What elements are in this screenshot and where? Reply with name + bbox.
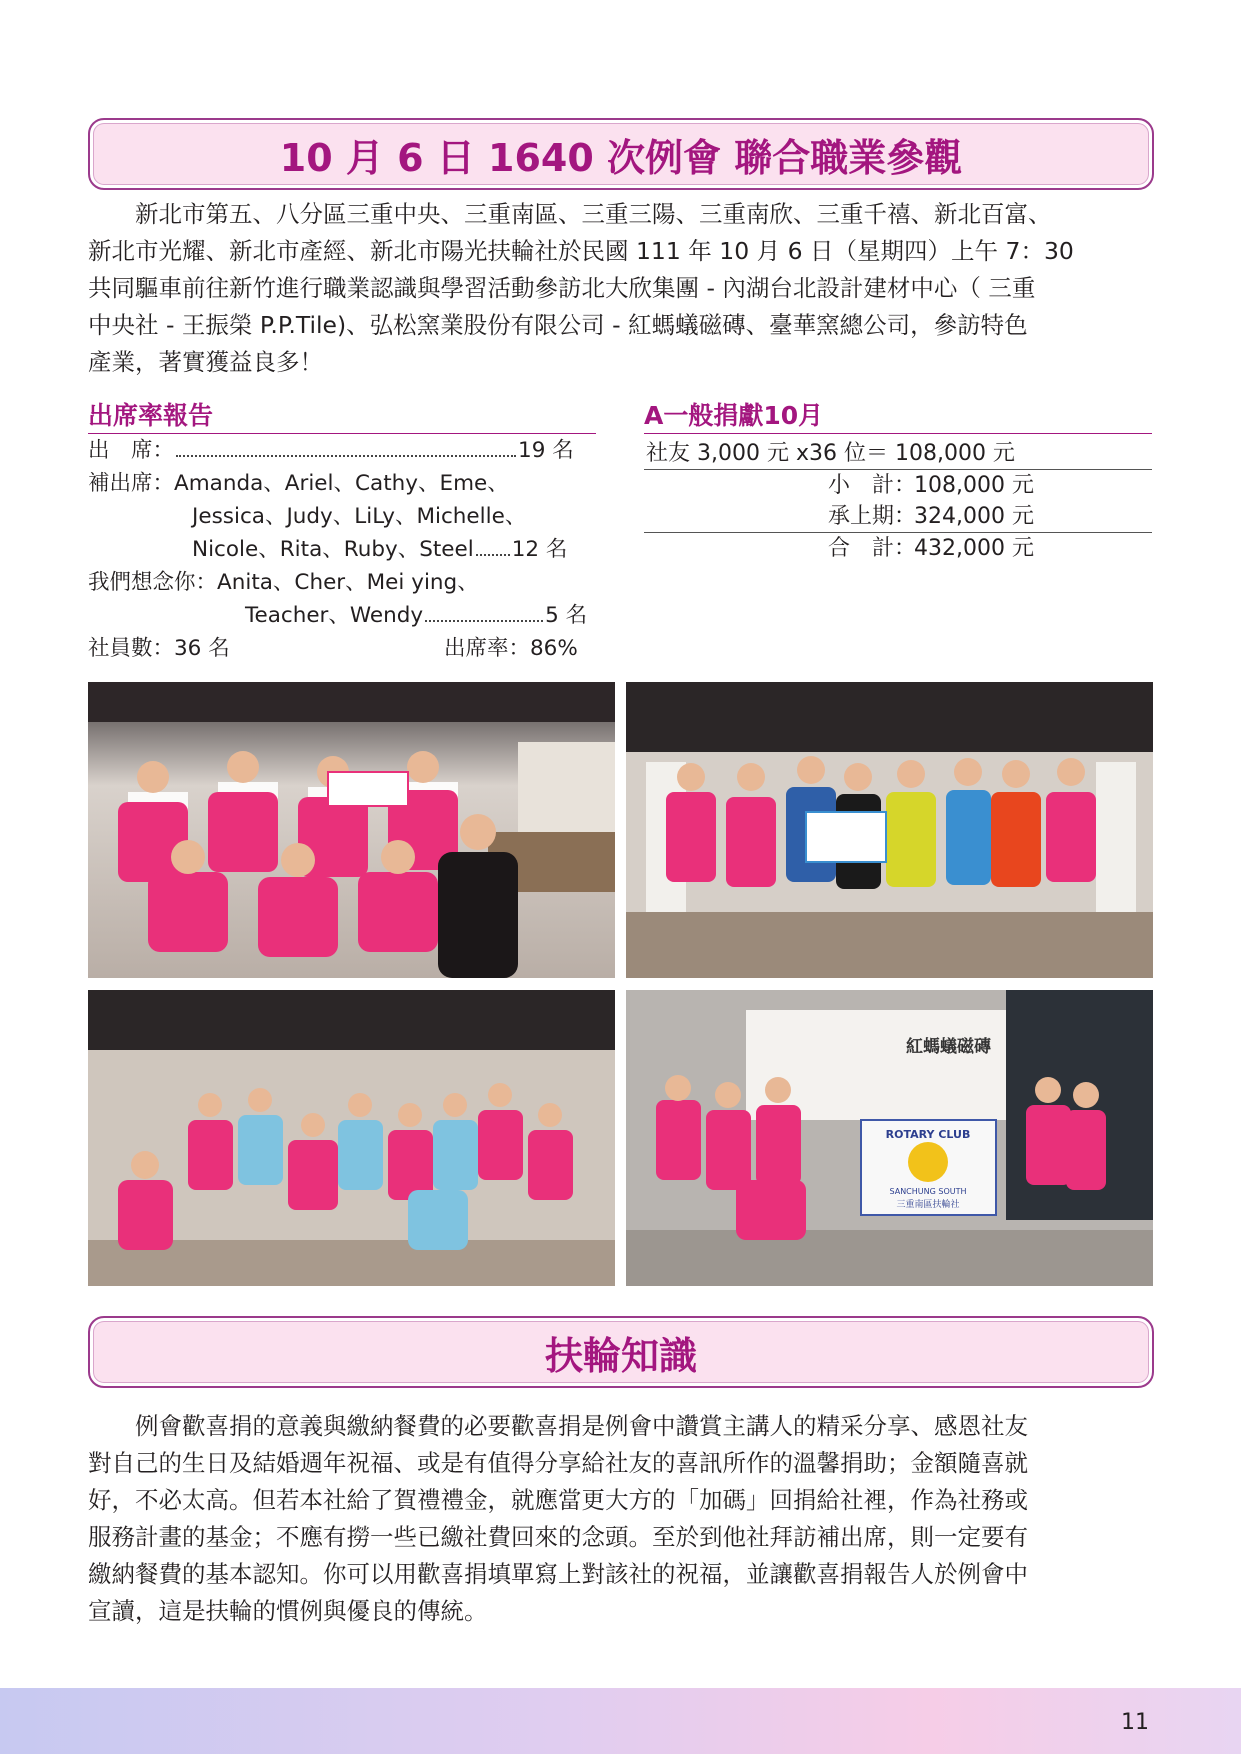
attendance-miss-row-2 bbox=[245, 601, 587, 631]
miss-label: 我們想念你： bbox=[88, 570, 218, 595]
page-title: 10 月 6 日 1640 次例會 聯合職業參觀 bbox=[279, 135, 963, 180]
leader-dots bbox=[425, 602, 543, 622]
intro-line: 新北市第五、八分區三重中央、三重南區、三重三陽、三重南欣、三重千禧、新北百富、 bbox=[88, 200, 1052, 228]
donation-formula: 社友 3,000 元 x36 位＝ 108,000 元 bbox=[646, 441, 1015, 466]
makeup-label: 補出席： bbox=[88, 471, 175, 496]
photo-red-ant-tiles bbox=[626, 990, 1153, 1286]
attendance-miss-row bbox=[88, 568, 479, 598]
intro-line: 新北市光耀、新北市產經、新北市陽光扶輪社於民國 111 年 10 月 6 日（星期四）上午 7：30 bbox=[88, 237, 1074, 265]
leader-dots bbox=[176, 437, 516, 457]
present-count: 19 名 bbox=[518, 438, 574, 463]
carry-value: 324,000 元 bbox=[914, 504, 1034, 529]
attendance-heading: 出席率報告 bbox=[88, 400, 596, 434]
attendance-present-row bbox=[88, 436, 574, 466]
total-label: 合 計： bbox=[827, 536, 916, 561]
members-count: 社員數：36 名 bbox=[88, 636, 230, 661]
knowledge-line: 服務計畫的基金；不應有撈一些已繳社費回來的念頭。至於到他社拜訪補出席，則一定要有 bbox=[88, 1523, 1028, 1551]
makeup-names-3: Nicole、Rita、Ruby、Steel bbox=[192, 537, 474, 562]
attendance-makeup-row bbox=[88, 469, 509, 499]
knowledge-paragraph bbox=[88, 1408, 1152, 1630]
donation-formula-row bbox=[644, 438, 1152, 470]
knowledge-line: 例會歡喜捐的意義與繳納餐費的必要歡喜捐是例會中讚賞主講人的精采分享、感恩社友 bbox=[88, 1412, 1028, 1440]
leader-dots bbox=[476, 536, 510, 556]
intro-paragraph bbox=[88, 196, 1152, 381]
knowledge-line: 對自己的生日及結婚週年祝福、或是有值得分享給社友的喜訊所作的溫馨捐助；金額隨喜就 bbox=[88, 1449, 1028, 1477]
intro-line: 中央社 - 王振榮 P.P.Tile)、弘松窯業股份有限公司 - 紅螞蟻磁磚、臺華窯總公司，參訪特色 bbox=[88, 311, 1028, 339]
donation-subtotal-row bbox=[644, 470, 1152, 501]
donation-carry-row bbox=[644, 501, 1152, 533]
subtotal-label: 小 計： bbox=[827, 473, 916, 498]
donation-total-row bbox=[644, 533, 1152, 564]
intro-line: 產業，著實獲益良多！ bbox=[88, 348, 323, 376]
makeup-count: 12 名 bbox=[511, 537, 568, 562]
banner-subtitle: SANCHUNG SOUTH bbox=[889, 1187, 967, 1196]
carry-label: 承上期： bbox=[827, 504, 916, 529]
present-label: 出 席： bbox=[88, 438, 175, 463]
photo-exchange-banners bbox=[626, 682, 1153, 978]
photo-group-showroom bbox=[88, 682, 615, 978]
miss-names-1: Anita、Cher、Mei ying、 bbox=[217, 570, 479, 595]
makeup-names-2: Jessica、Judy、LiLy、Michelle、 bbox=[192, 504, 527, 529]
subtotal-value: 108,000 元 bbox=[914, 473, 1034, 498]
attendance-makeup-row-3 bbox=[192, 535, 567, 565]
total-value: 432,000 元 bbox=[914, 536, 1034, 561]
page-number: 11 bbox=[1121, 1710, 1149, 1735]
photo-group-large bbox=[88, 990, 615, 1286]
attendance-rate: 出席率：86% bbox=[444, 636, 578, 661]
knowledge-title: 扶輪知識 bbox=[544, 1333, 697, 1378]
banner-title: ROTARY CLUB bbox=[885, 1128, 971, 1141]
miss-names-2: Teacher、Wendy bbox=[245, 603, 424, 628]
knowledge-line: 繳納餐費的基本認知。你可以用歡喜捐填單寫上對該社的祝福，並讓歡喜捐報告人於例會中 bbox=[88, 1560, 1028, 1588]
sign-text: 紅螞蟻磁磚 bbox=[906, 1037, 991, 1057]
knowledge-line: 好，不必太高。但若本社給了賀禮禮金，就應當更大方的「加碼」回捐給社裡，作為社務或 bbox=[88, 1486, 1028, 1514]
makeup-names-1: Amanda、Ariel、Cathy、Eme、 bbox=[174, 471, 509, 496]
section-title-meeting bbox=[88, 118, 1154, 190]
intro-line: 共同驅車前往新竹進行職業認識與學習活動參訪北大欣集團 - 內湖台北設計建材中心（ 三重 bbox=[88, 274, 1036, 302]
knowledge-line: 宣讀，這是扶輪的慣例與優良的傳統。 bbox=[88, 1597, 488, 1625]
attendance-makeup-row-2 bbox=[192, 502, 526, 532]
page-footer bbox=[0, 1688, 1241, 1754]
section-title-knowledge bbox=[88, 1316, 1154, 1388]
banner-chinese: 三重南區扶輪社 bbox=[896, 1200, 960, 1210]
miss-count: 5 名 bbox=[545, 603, 588, 628]
donation-heading: A一般捐獻10月 bbox=[644, 400, 1152, 434]
